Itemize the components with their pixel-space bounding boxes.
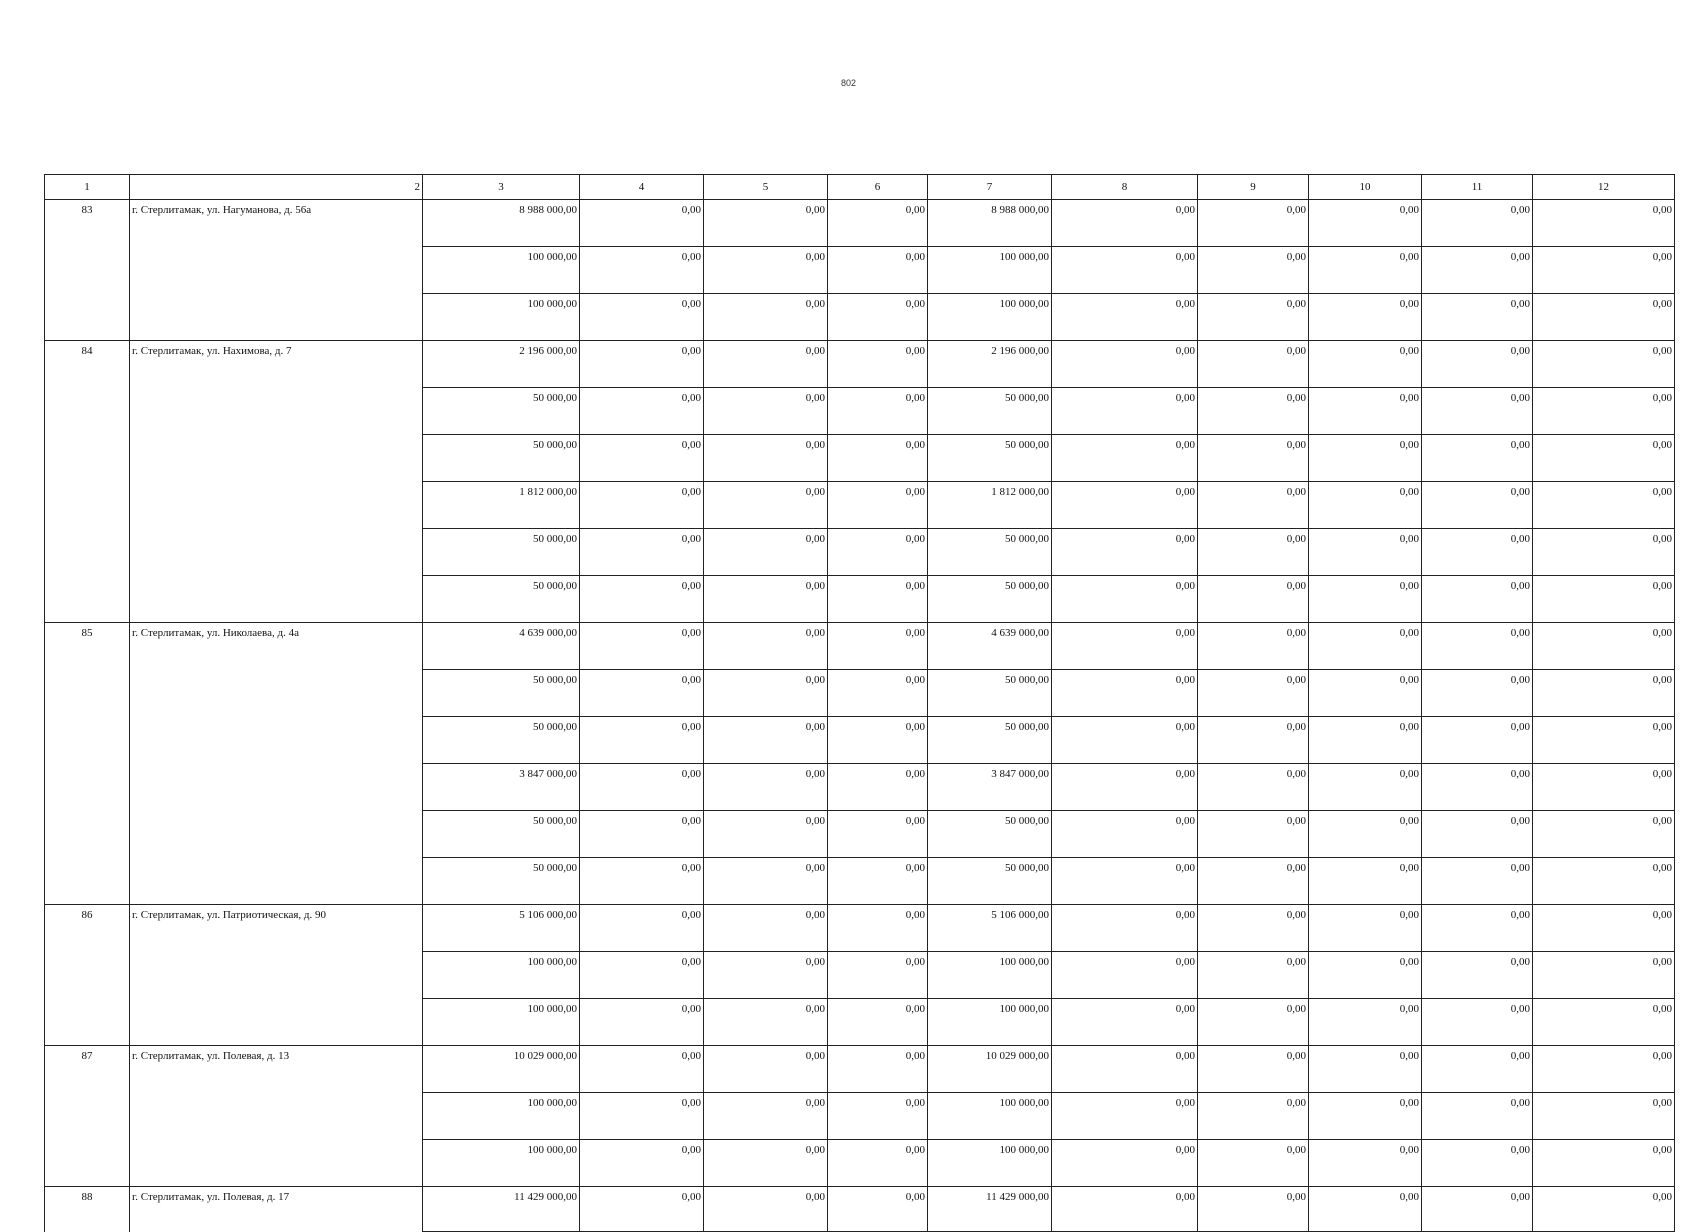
amount-cell: 0,00 [1422,482,1533,529]
amount-cell: 0,00 [1533,294,1675,341]
column-header: 7 [928,175,1052,200]
amount-cell: 0,00 [1533,670,1675,717]
address-cell: г. Стерлитамак, ул. Нагуманова, д. 56а [130,200,423,341]
amount-cell: 0,00 [1422,623,1533,670]
amount-cell: 0,00 [1533,247,1675,294]
amount-cell: 100 000,00 [928,1140,1052,1187]
amount-cell: 0,00 [1422,529,1533,576]
amount-cell: 0,00 [580,1187,704,1232]
table-row [45,905,1675,952]
amount-cell: 0,00 [828,858,928,905]
amount-cell: 0,00 [1309,1046,1422,1093]
amount-cell: 0,00 [704,1046,828,1093]
amount-cell: 0,00 [1309,764,1422,811]
amount-cell: 0,00 [1422,294,1533,341]
amount-cell: 0,00 [580,952,704,999]
amount-cell: 0,00 [1309,952,1422,999]
amount-cell: 0,00 [828,1140,928,1187]
amount-cell: 0,00 [1422,247,1533,294]
amount-cell: 0,00 [580,1140,704,1187]
amount-cell: 0,00 [1198,952,1309,999]
amount-cell: 0,00 [580,200,704,247]
amount-cell: 1 812 000,00 [928,482,1052,529]
amount-cell: 0,00 [580,811,704,858]
amount-cell: 0,00 [828,952,928,999]
amount-cell: 0,00 [828,670,928,717]
table-row [45,1046,1675,1093]
amount-cell: 0,00 [1533,482,1675,529]
column-header: 3 [423,175,580,200]
amount-cell: 5 106 000,00 [423,905,580,952]
row-number: 86 [45,905,130,1046]
amount-cell: 0,00 [1309,1187,1422,1232]
amount-cell: 50 000,00 [423,388,580,435]
amount-cell: 0,00 [1309,529,1422,576]
amount-cell: 0,00 [1052,200,1198,247]
budget-table [44,174,1675,1232]
amount-cell: 0,00 [1533,811,1675,858]
address-cell: г. Стерлитамак, ул. Полевая, д. 13 [130,1046,423,1187]
amount-cell: 50 000,00 [423,670,580,717]
amount-cell: 4 639 000,00 [928,623,1052,670]
amount-cell: 0,00 [580,576,704,623]
amount-cell: 11 429 000,00 [423,1187,580,1232]
amount-cell: 0,00 [1052,482,1198,529]
amount-cell: 0,00 [828,294,928,341]
amount-cell: 0,00 [1052,717,1198,764]
amount-cell: 0,00 [828,200,928,247]
amount-cell: 0,00 [1422,435,1533,482]
amount-cell: 0,00 [1533,717,1675,764]
amount-cell: 0,00 [580,294,704,341]
amount-cell: 0,00 [828,764,928,811]
amount-cell: 0,00 [1198,435,1309,482]
amount-cell: 0,00 [580,529,704,576]
table-body [45,200,1675,1232]
amount-cell: 100 000,00 [928,247,1052,294]
address-cell: г. Стерлитамак, ул. Полевая, д. 17 [130,1187,423,1232]
amount-cell: 0,00 [1309,341,1422,388]
amount-cell: 50 000,00 [928,576,1052,623]
amount-cell: 0,00 [1422,1140,1533,1187]
page-number: 802 [840,78,857,88]
amount-cell: 11 429 000,00 [928,1187,1052,1232]
amount-cell: 50 000,00 [423,435,580,482]
address-cell: г. Стерлитамак, ул. Нахимова, д. 7 [130,341,423,623]
amount-cell: 0,00 [704,999,828,1046]
amount-cell: 0,00 [1309,200,1422,247]
amount-cell: 0,00 [580,764,704,811]
amount-cell: 0,00 [580,341,704,388]
amount-cell: 0,00 [1422,1187,1533,1232]
column-header: 4 [580,175,704,200]
amount-cell: 50 000,00 [928,388,1052,435]
amount-cell: 0,00 [1052,764,1198,811]
amount-cell: 0,00 [1533,764,1675,811]
amount-cell: 100 000,00 [423,294,580,341]
row-number: 83 [45,200,130,341]
amount-cell: 0,00 [1422,764,1533,811]
amount-cell: 0,00 [1052,858,1198,905]
amount-cell: 5 106 000,00 [928,905,1052,952]
amount-cell: 0,00 [1422,905,1533,952]
amount-cell: 0,00 [1422,388,1533,435]
amount-cell: 0,00 [580,435,704,482]
amount-cell: 0,00 [1198,905,1309,952]
amount-cell: 0,00 [704,1140,828,1187]
amount-cell: 0,00 [1309,811,1422,858]
amount-cell: 0,00 [580,482,704,529]
amount-cell: 0,00 [580,247,704,294]
amount-cell: 0,00 [1198,294,1309,341]
column-header: 12 [1533,175,1675,200]
amount-cell: 0,00 [580,670,704,717]
amount-cell: 0,00 [1052,529,1198,576]
amount-cell: 50 000,00 [928,670,1052,717]
row-number: 84 [45,341,130,623]
amount-cell: 50 000,00 [423,717,580,764]
amount-cell: 0,00 [1052,247,1198,294]
amount-cell: 2 196 000,00 [928,341,1052,388]
amount-cell: 0,00 [1422,858,1533,905]
amount-cell: 50 000,00 [928,529,1052,576]
amount-cell: 0,00 [1422,717,1533,764]
amount-cell: 0,00 [1198,717,1309,764]
row-number: 87 [45,1046,130,1187]
amount-cell: 8 988 000,00 [928,200,1052,247]
amount-cell: 0,00 [1422,576,1533,623]
amount-cell: 0,00 [1422,952,1533,999]
amount-cell: 0,00 [580,858,704,905]
amount-cell: 0,00 [1309,294,1422,341]
amount-cell: 0,00 [1198,670,1309,717]
amount-cell: 0,00 [1198,764,1309,811]
amount-cell: 0,00 [1198,1093,1309,1140]
amount-cell: 0,00 [1052,623,1198,670]
amount-cell: 0,00 [704,764,828,811]
amount-cell: 8 988 000,00 [423,200,580,247]
amount-cell: 0,00 [1309,858,1422,905]
amount-cell: 0,00 [828,388,928,435]
amount-cell: 0,00 [704,1187,828,1232]
amount-cell: 0,00 [828,811,928,858]
amount-cell: 0,00 [704,388,828,435]
amount-cell: 50 000,00 [928,811,1052,858]
amount-cell: 100 000,00 [423,952,580,999]
amount-cell: 0,00 [704,200,828,247]
amount-cell: 0,00 [1052,576,1198,623]
amount-cell: 0,00 [1533,1187,1675,1232]
amount-cell: 50 000,00 [423,858,580,905]
amount-cell: 50 000,00 [928,435,1052,482]
amount-cell: 0,00 [828,482,928,529]
amount-cell: 50 000,00 [928,717,1052,764]
table-row [45,200,1675,247]
amount-cell: 0,00 [1198,1140,1309,1187]
address-cell: г. Стерлитамак, ул. Николаева, д. 4а [130,623,423,905]
amount-cell: 0,00 [1309,482,1422,529]
amount-cell: 0,00 [1198,341,1309,388]
amount-cell: 0,00 [580,388,704,435]
amount-cell: 0,00 [1052,388,1198,435]
amount-cell: 0,00 [828,529,928,576]
amount-cell: 0,00 [828,341,928,388]
amount-cell: 0,00 [1309,435,1422,482]
amount-cell: 50 000,00 [423,811,580,858]
amount-cell: 0,00 [1052,811,1198,858]
amount-cell: 0,00 [1422,670,1533,717]
column-header: 8 [1052,175,1198,200]
amount-cell: 0,00 [828,623,928,670]
amount-cell: 0,00 [1198,200,1309,247]
amount-cell: 0,00 [1052,952,1198,999]
amount-cell: 0,00 [1052,435,1198,482]
column-header: 10 [1309,175,1422,200]
amount-cell: 0,00 [828,905,928,952]
amount-cell: 0,00 [1309,999,1422,1046]
amount-cell: 0,00 [1533,1140,1675,1187]
column-header: 11 [1422,175,1533,200]
amount-cell: 0,00 [1052,294,1198,341]
amount-cell: 100 000,00 [423,1093,580,1140]
amount-cell: 100 000,00 [423,999,580,1046]
amount-cell: 10 029 000,00 [423,1046,580,1093]
amount-cell: 0,00 [1422,341,1533,388]
amount-cell: 0,00 [1422,1046,1533,1093]
amount-cell: 0,00 [1052,1093,1198,1140]
amount-cell: 0,00 [704,341,828,388]
amount-cell: 0,00 [704,482,828,529]
amount-cell: 0,00 [1052,905,1198,952]
amount-cell: 0,00 [1052,1046,1198,1093]
amount-cell: 0,00 [1533,388,1675,435]
amount-cell: 0,00 [1052,1187,1198,1232]
amount-cell: 0,00 [580,999,704,1046]
amount-cell: 0,00 [828,1187,928,1232]
amount-cell: 0,00 [1533,858,1675,905]
amount-cell: 100 000,00 [928,1093,1052,1140]
amount-cell: 0,00 [1533,1046,1675,1093]
amount-cell: 100 000,00 [928,294,1052,341]
amount-cell: 0,00 [580,1093,704,1140]
amount-cell: 0,00 [1309,576,1422,623]
amount-cell: 0,00 [580,623,704,670]
amount-cell: 0,00 [704,294,828,341]
amount-cell: 0,00 [1309,1140,1422,1187]
row-number: 85 [45,623,130,905]
amount-cell: 0,00 [1198,247,1309,294]
amount-cell: 100 000,00 [928,952,1052,999]
amount-cell: 0,00 [580,717,704,764]
amount-cell: 0,00 [1052,999,1198,1046]
column-header: 9 [1198,175,1309,200]
amount-cell: 0,00 [1422,811,1533,858]
amount-cell: 0,00 [1533,1093,1675,1140]
amount-cell: 0,00 [704,1093,828,1140]
amount-cell: 50 000,00 [423,529,580,576]
amount-cell: 0,00 [704,435,828,482]
amount-cell: 50 000,00 [423,576,580,623]
amount-cell: 0,00 [828,999,928,1046]
amount-cell: 0,00 [704,529,828,576]
amount-cell: 0,00 [1309,388,1422,435]
amount-cell: 0,00 [1309,905,1422,952]
amount-cell: 2 196 000,00 [423,341,580,388]
amount-cell: 0,00 [1198,1187,1309,1232]
amount-cell: 50 000,00 [928,858,1052,905]
amount-cell: 0,00 [1198,482,1309,529]
amount-cell: 4 639 000,00 [423,623,580,670]
amount-cell: 0,00 [828,247,928,294]
amount-cell: 0,00 [1052,1140,1198,1187]
amount-cell: 0,00 [704,247,828,294]
amount-cell: 0,00 [704,717,828,764]
amount-cell: 0,00 [704,905,828,952]
amount-cell: 0,00 [1422,1093,1533,1140]
amount-cell: 0,00 [1198,999,1309,1046]
amount-cell: 0,00 [1309,1093,1422,1140]
amount-cell: 0,00 [1052,670,1198,717]
amount-cell: 0,00 [1533,952,1675,999]
table-row [45,341,1675,388]
amount-cell: 0,00 [1198,623,1309,670]
table-row [45,1187,1675,1232]
amount-cell: 0,00 [1309,670,1422,717]
amount-cell: 10 029 000,00 [928,1046,1052,1093]
amount-cell: 0,00 [1309,717,1422,764]
column-header: 6 [828,175,928,200]
amount-cell: 0,00 [1198,1046,1309,1093]
amount-cell: 0,00 [1198,858,1309,905]
amount-cell: 0,00 [1533,435,1675,482]
amount-cell: 0,00 [1533,905,1675,952]
amount-cell: 3 847 000,00 [928,764,1052,811]
amount-cell: 0,00 [1198,529,1309,576]
column-header: 5 [704,175,828,200]
column-number-row [45,175,1675,200]
amount-cell: 0,00 [1198,388,1309,435]
row-number: 88 [45,1187,130,1232]
amount-cell: 0,00 [828,1093,928,1140]
amount-cell: 0,00 [1533,576,1675,623]
table-row [45,623,1675,670]
amount-cell: 0,00 [704,952,828,999]
amount-cell: 0,00 [828,576,928,623]
column-header: 1 [45,175,130,200]
amount-cell: 0,00 [704,623,828,670]
amount-cell: 0,00 [1533,623,1675,670]
amount-cell: 0,00 [1422,999,1533,1046]
amount-cell: 0,00 [704,576,828,623]
amount-cell: 0,00 [704,811,828,858]
amount-cell: 100 000,00 [423,1140,580,1187]
column-header: 2 [130,175,423,200]
amount-cell: 0,00 [828,1046,928,1093]
amount-cell: 0,00 [1198,576,1309,623]
amount-cell: 0,00 [828,717,928,764]
amount-cell: 0,00 [1198,811,1309,858]
amount-cell: 0,00 [1533,529,1675,576]
amount-cell: 0,00 [1052,341,1198,388]
amount-cell: 3 847 000,00 [423,764,580,811]
amount-cell: 0,00 [1533,200,1675,247]
amount-cell: 0,00 [1309,247,1422,294]
amount-cell: 0,00 [704,858,828,905]
amount-cell: 0,00 [580,905,704,952]
amount-cell: 100 000,00 [423,247,580,294]
amount-cell: 0,00 [1309,623,1422,670]
amount-cell: 1 812 000,00 [423,482,580,529]
amount-cell: 0,00 [1533,999,1675,1046]
amount-cell: 0,00 [580,1046,704,1093]
amount-cell: 0,00 [704,670,828,717]
amount-cell: 0,00 [1533,341,1675,388]
amount-cell: 100 000,00 [928,999,1052,1046]
amount-cell: 0,00 [828,435,928,482]
amount-cell: 0,00 [1422,200,1533,247]
address-cell: г. Стерлитамак, ул. Патриотическая, д. 90 [130,905,423,1046]
